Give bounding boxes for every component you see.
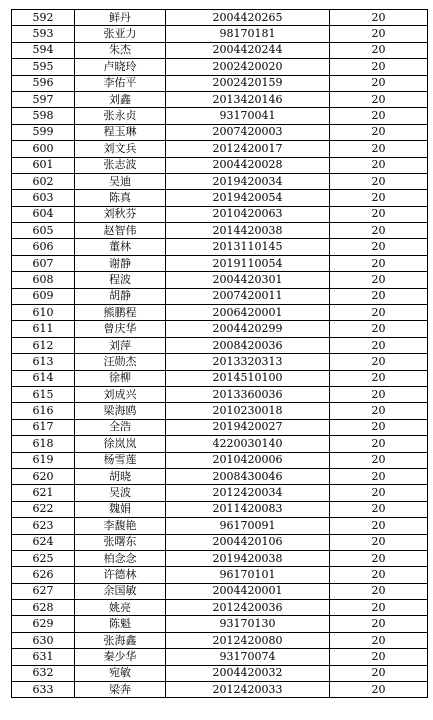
score-cell: 20 bbox=[330, 632, 428, 648]
name-cell: 柏念念 bbox=[75, 550, 166, 566]
row-number-cell: 626 bbox=[12, 567, 75, 583]
row-number-cell: 629 bbox=[12, 616, 75, 632]
score-cell: 20 bbox=[330, 42, 428, 58]
id-number-cell: 93170041 bbox=[166, 108, 330, 124]
row-number-cell: 623 bbox=[12, 518, 75, 534]
id-number-cell: 2002420159 bbox=[166, 75, 330, 91]
id-number-cell: 2004420301 bbox=[166, 272, 330, 288]
row-number-cell: 594 bbox=[12, 42, 75, 58]
id-number-cell: 2012420017 bbox=[166, 141, 330, 157]
id-number-cell: 2019420034 bbox=[166, 173, 330, 189]
id-number-cell: 2010230018 bbox=[166, 403, 330, 419]
table-row bbox=[12, 255, 428, 271]
row-number-cell: 620 bbox=[12, 468, 75, 484]
row-number-cell: 597 bbox=[12, 91, 75, 107]
name-cell: 胡静 bbox=[75, 288, 166, 304]
table-row bbox=[12, 124, 428, 140]
id-number-cell: 2012420080 bbox=[166, 632, 330, 648]
name-cell: 姚亮 bbox=[75, 600, 166, 616]
name-cell: 张志波 bbox=[75, 157, 166, 173]
table-row bbox=[12, 91, 428, 107]
row-number-cell: 616 bbox=[12, 403, 75, 419]
table-row bbox=[12, 518, 428, 534]
table-row bbox=[12, 206, 428, 222]
score-cell: 20 bbox=[330, 452, 428, 468]
table-row bbox=[12, 682, 428, 698]
id-number-cell: 2004420001 bbox=[166, 583, 330, 599]
table-row bbox=[12, 583, 428, 599]
row-number-cell: 627 bbox=[12, 583, 75, 599]
score-cell: 20 bbox=[330, 157, 428, 173]
score-cell: 20 bbox=[330, 239, 428, 255]
table-row bbox=[12, 452, 428, 468]
row-number-cell: 599 bbox=[12, 124, 75, 140]
name-cell: 徐岚岚 bbox=[75, 436, 166, 452]
id-number-cell: 2019420054 bbox=[166, 190, 330, 206]
table-row bbox=[12, 59, 428, 75]
row-number-cell: 601 bbox=[12, 157, 75, 173]
name-cell: 谢静 bbox=[75, 255, 166, 271]
name-cell: 程玉琳 bbox=[75, 124, 166, 140]
row-number-cell: 613 bbox=[12, 354, 75, 370]
name-cell: 梁海鸥 bbox=[75, 403, 166, 419]
id-number-cell: 2004420265 bbox=[166, 10, 330, 26]
score-cell: 20 bbox=[330, 91, 428, 107]
row-number-cell: 631 bbox=[12, 649, 75, 665]
name-cell: 胡晓 bbox=[75, 468, 166, 484]
score-cell: 20 bbox=[330, 682, 428, 698]
name-cell: 刘文兵 bbox=[75, 141, 166, 157]
row-number-cell: 606 bbox=[12, 239, 75, 255]
roster-table-body bbox=[12, 10, 428, 698]
score-cell: 20 bbox=[330, 649, 428, 665]
id-number-cell: 2014420038 bbox=[166, 223, 330, 239]
table-row bbox=[12, 386, 428, 402]
table-row bbox=[12, 436, 428, 452]
row-number-cell: 602 bbox=[12, 173, 75, 189]
score-cell: 20 bbox=[330, 288, 428, 304]
id-number-cell: 2014510100 bbox=[166, 370, 330, 386]
id-number-cell: 2013110145 bbox=[166, 239, 330, 255]
id-number-cell: 2012420034 bbox=[166, 485, 330, 501]
table-row bbox=[12, 632, 428, 648]
score-cell: 20 bbox=[330, 501, 428, 517]
score-cell: 20 bbox=[330, 600, 428, 616]
table-row bbox=[12, 173, 428, 189]
row-number-cell: 615 bbox=[12, 386, 75, 402]
name-cell: 李馥艳 bbox=[75, 518, 166, 534]
row-number-cell: 603 bbox=[12, 190, 75, 206]
score-cell: 20 bbox=[330, 419, 428, 435]
id-number-cell: 2007420011 bbox=[166, 288, 330, 304]
name-cell: 董林 bbox=[75, 239, 166, 255]
row-number-cell: 600 bbox=[12, 141, 75, 157]
score-cell: 20 bbox=[330, 190, 428, 206]
table-row bbox=[12, 501, 428, 517]
name-cell: 刘成兴 bbox=[75, 386, 166, 402]
table-row bbox=[12, 272, 428, 288]
id-number-cell: 4220030140 bbox=[166, 436, 330, 452]
id-number-cell: 2004420299 bbox=[166, 321, 330, 337]
score-cell: 20 bbox=[330, 534, 428, 550]
row-number-cell: 624 bbox=[12, 534, 75, 550]
table-row bbox=[12, 354, 428, 370]
roster-table bbox=[11, 9, 428, 698]
table-row bbox=[12, 370, 428, 386]
table-row bbox=[12, 468, 428, 484]
id-number-cell: 2006420001 bbox=[166, 305, 330, 321]
id-number-cell: 93170074 bbox=[166, 649, 330, 665]
row-number-cell: 611 bbox=[12, 321, 75, 337]
table-row bbox=[12, 42, 428, 58]
score-cell: 20 bbox=[330, 403, 428, 419]
table-row bbox=[12, 223, 428, 239]
id-number-cell: 98170181 bbox=[166, 26, 330, 42]
score-cell: 20 bbox=[330, 337, 428, 353]
id-number-cell: 2012420033 bbox=[166, 682, 330, 698]
name-cell: 全浩 bbox=[75, 419, 166, 435]
row-number-cell: 617 bbox=[12, 419, 75, 435]
score-cell: 20 bbox=[330, 10, 428, 26]
row-number-cell: 595 bbox=[12, 59, 75, 75]
table-row bbox=[12, 485, 428, 501]
row-number-cell: 628 bbox=[12, 600, 75, 616]
name-cell: 张永贞 bbox=[75, 108, 166, 124]
score-cell: 20 bbox=[330, 550, 428, 566]
id-number-cell: 2019110054 bbox=[166, 255, 330, 271]
id-number-cell: 2007420003 bbox=[166, 124, 330, 140]
id-number-cell: 2011420083 bbox=[166, 501, 330, 517]
row-number-cell: 610 bbox=[12, 305, 75, 321]
name-cell: 秦少华 bbox=[75, 649, 166, 665]
score-cell: 20 bbox=[330, 26, 428, 42]
name-cell: 余国敏 bbox=[75, 583, 166, 599]
score-cell: 20 bbox=[330, 436, 428, 452]
table-row bbox=[12, 600, 428, 616]
name-cell: 徐柳 bbox=[75, 370, 166, 386]
score-cell: 20 bbox=[330, 108, 428, 124]
name-cell: 陈真 bbox=[75, 190, 166, 206]
id-number-cell: 2004420106 bbox=[166, 534, 330, 550]
id-number-cell: 2019420038 bbox=[166, 550, 330, 566]
table-row bbox=[12, 665, 428, 681]
id-number-cell: 2013360036 bbox=[166, 386, 330, 402]
score-cell: 20 bbox=[330, 223, 428, 239]
score-cell: 20 bbox=[330, 370, 428, 386]
score-cell: 20 bbox=[330, 616, 428, 632]
name-cell: 刘萍 bbox=[75, 337, 166, 353]
row-number-cell: 632 bbox=[12, 665, 75, 681]
id-number-cell: 2008430046 bbox=[166, 468, 330, 484]
row-number-cell: 607 bbox=[12, 255, 75, 271]
row-number-cell: 598 bbox=[12, 108, 75, 124]
row-number-cell: 612 bbox=[12, 337, 75, 353]
row-number-cell: 619 bbox=[12, 452, 75, 468]
row-number-cell: 604 bbox=[12, 206, 75, 222]
row-number-cell: 630 bbox=[12, 632, 75, 648]
name-cell: 程波 bbox=[75, 272, 166, 288]
score-cell: 20 bbox=[330, 321, 428, 337]
id-number-cell: 96170101 bbox=[166, 567, 330, 583]
name-cell: 卢晓玲 bbox=[75, 59, 166, 75]
row-number-cell: 609 bbox=[12, 288, 75, 304]
score-cell: 20 bbox=[330, 141, 428, 157]
row-number-cell: 596 bbox=[12, 75, 75, 91]
id-number-cell: 2013420146 bbox=[166, 91, 330, 107]
name-cell: 杨雪莲 bbox=[75, 452, 166, 468]
table-row bbox=[12, 337, 428, 353]
id-number-cell: 2012420036 bbox=[166, 600, 330, 616]
id-number-cell: 2002420020 bbox=[166, 59, 330, 75]
name-cell: 张海鑫 bbox=[75, 632, 166, 648]
score-cell: 20 bbox=[330, 206, 428, 222]
table-row bbox=[12, 26, 428, 42]
score-cell: 20 bbox=[330, 124, 428, 140]
score-cell: 20 bbox=[330, 272, 428, 288]
name-cell: 汪勋杰 bbox=[75, 354, 166, 370]
score-cell: 20 bbox=[330, 173, 428, 189]
table-row bbox=[12, 419, 428, 435]
table-row bbox=[12, 157, 428, 173]
table-row bbox=[12, 567, 428, 583]
row-number-cell: 605 bbox=[12, 223, 75, 239]
row-number-cell: 633 bbox=[12, 682, 75, 698]
name-cell: 张亚力 bbox=[75, 26, 166, 42]
name-cell: 曾庆华 bbox=[75, 321, 166, 337]
row-number-cell: 592 bbox=[12, 10, 75, 26]
table-row bbox=[12, 321, 428, 337]
row-number-cell: 625 bbox=[12, 550, 75, 566]
id-number-cell: 2019420027 bbox=[166, 419, 330, 435]
name-cell: 许德林 bbox=[75, 567, 166, 583]
score-cell: 20 bbox=[330, 75, 428, 91]
name-cell: 刘秋芬 bbox=[75, 206, 166, 222]
row-number-cell: 614 bbox=[12, 370, 75, 386]
score-cell: 20 bbox=[330, 354, 428, 370]
name-cell: 赵智伟 bbox=[75, 223, 166, 239]
table-row bbox=[12, 239, 428, 255]
name-cell: 宛敏 bbox=[75, 665, 166, 681]
score-cell: 20 bbox=[330, 255, 428, 271]
score-cell: 20 bbox=[330, 468, 428, 484]
id-number-cell: 96170091 bbox=[166, 518, 330, 534]
table-row bbox=[12, 403, 428, 419]
name-cell: 张曙东 bbox=[75, 534, 166, 550]
table-row bbox=[12, 288, 428, 304]
name-cell: 李佑平 bbox=[75, 75, 166, 91]
table-row bbox=[12, 305, 428, 321]
score-cell: 20 bbox=[330, 485, 428, 501]
name-cell: 魏娟 bbox=[75, 501, 166, 517]
id-number-cell: 93170130 bbox=[166, 616, 330, 632]
name-cell: 陈魁 bbox=[75, 616, 166, 632]
id-number-cell: 2010420063 bbox=[166, 206, 330, 222]
name-cell: 熊鹏程 bbox=[75, 305, 166, 321]
id-number-cell: 2004420244 bbox=[166, 42, 330, 58]
score-cell: 20 bbox=[330, 386, 428, 402]
name-cell: 吴波 bbox=[75, 485, 166, 501]
name-cell: 鲜丹 bbox=[75, 10, 166, 26]
score-cell: 20 bbox=[330, 567, 428, 583]
table-row bbox=[12, 141, 428, 157]
row-number-cell: 621 bbox=[12, 485, 75, 501]
table-row bbox=[12, 550, 428, 566]
id-number-cell: 2004420028 bbox=[166, 157, 330, 173]
row-number-cell: 608 bbox=[12, 272, 75, 288]
row-number-cell: 593 bbox=[12, 26, 75, 42]
score-cell: 20 bbox=[330, 518, 428, 534]
id-number-cell: 2013320313 bbox=[166, 354, 330, 370]
score-cell: 20 bbox=[330, 583, 428, 599]
table-row bbox=[12, 108, 428, 124]
row-number-cell: 622 bbox=[12, 501, 75, 517]
table-row bbox=[12, 649, 428, 665]
id-number-cell: 2008420036 bbox=[166, 337, 330, 353]
table-row bbox=[12, 190, 428, 206]
row-number-cell: 618 bbox=[12, 436, 75, 452]
table-row bbox=[12, 75, 428, 91]
id-number-cell: 2010420006 bbox=[166, 452, 330, 468]
name-cell: 朱杰 bbox=[75, 42, 166, 58]
name-cell: 梁奔 bbox=[75, 682, 166, 698]
table-row bbox=[12, 10, 428, 26]
score-cell: 20 bbox=[330, 305, 428, 321]
name-cell: 吴迪 bbox=[75, 173, 166, 189]
score-cell: 20 bbox=[330, 665, 428, 681]
table-row bbox=[12, 616, 428, 632]
table-row bbox=[12, 534, 428, 550]
score-cell: 20 bbox=[330, 59, 428, 75]
name-cell: 刘鑫 bbox=[75, 91, 166, 107]
id-number-cell: 2004420032 bbox=[166, 665, 330, 681]
